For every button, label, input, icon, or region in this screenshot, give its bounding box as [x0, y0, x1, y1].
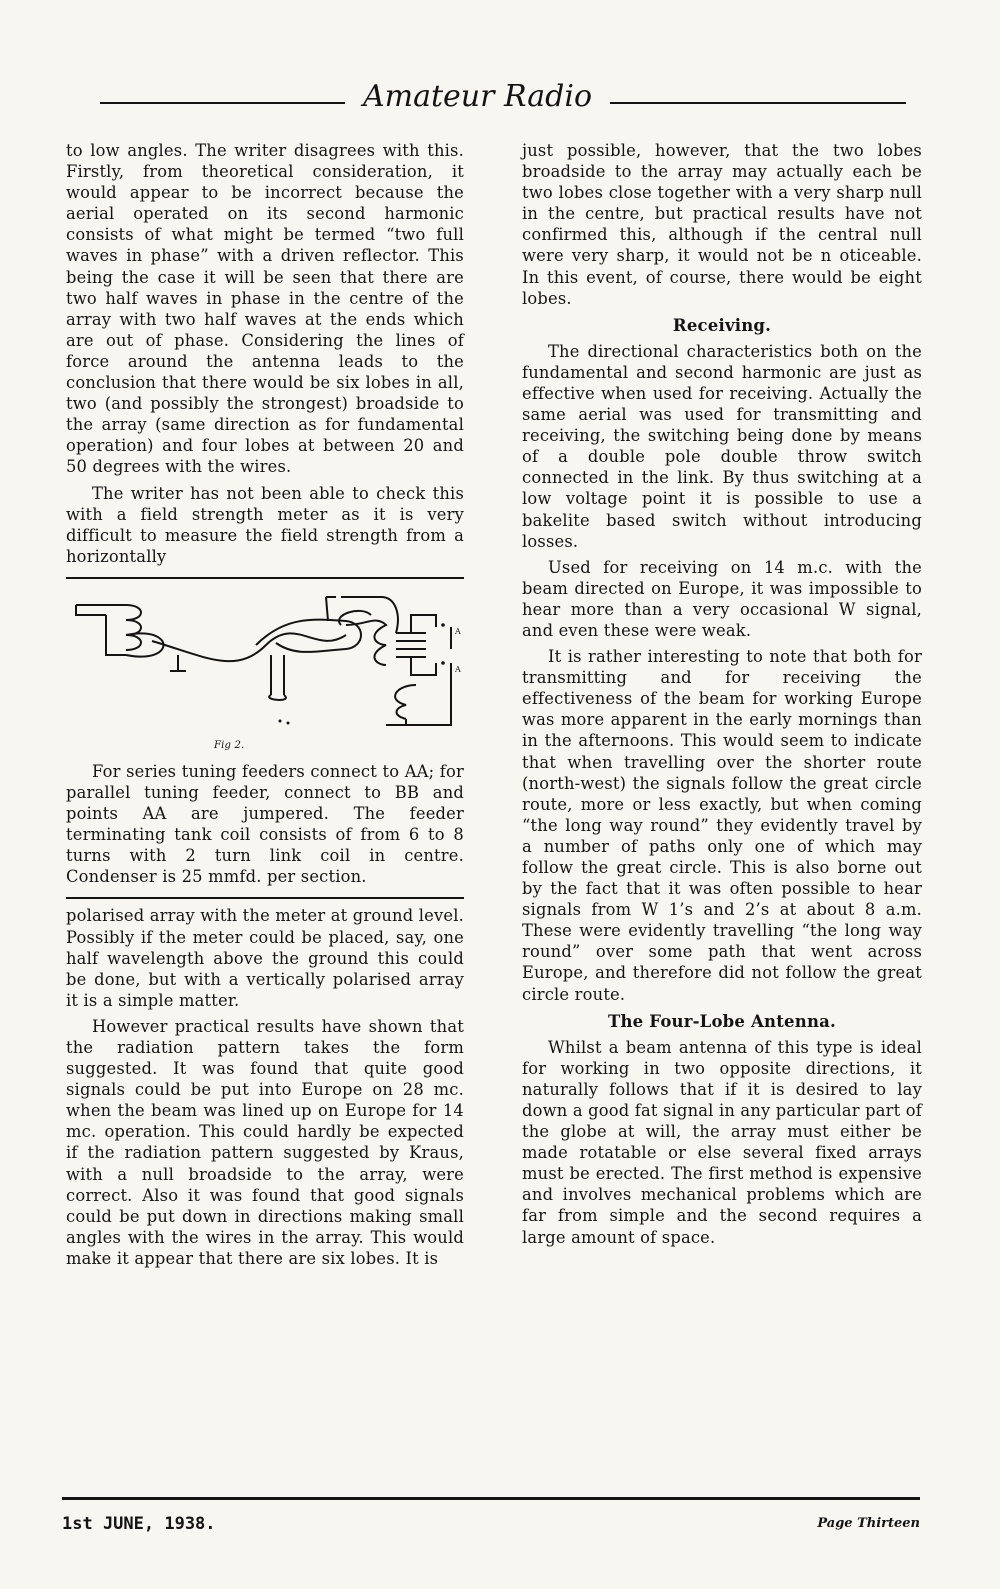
figure-bottom-rule — [66, 897, 464, 899]
heading-four-lobe-antenna: The Four-Lobe Antenna. — [607, 1011, 836, 1031]
figure-caption-block — [66, 761, 464, 888]
masthead — [100, 78, 906, 118]
right-paragraph-3: Used for receiving on 14 m.c. with the beam directed on Europe, it was impossible to hear more than a very occasional W signal, and even these were weak. — [522, 557, 922, 640]
left-paragraph-2: The writer has not been able to check this with a field strength meter as it is very difficult to measure the field strength from a horizontally — [66, 483, 464, 566]
masthead-rule-left — [100, 102, 345, 104]
right-paragraph-2: The directional characteristics both on the fundamental and second harmonic are just as effective when used for receiving. Actually the same aerial was used for transmitting and receiving, the switching being done by means of a double pole double throw switch connected in the link. By thus switching at a low voltage point it is possible to use a bakelite based switch without introducing losses. — [522, 341, 922, 551]
masthead-title: Amateur Radio — [362, 79, 593, 114]
circuit-diagram — [66, 585, 464, 753]
figure-top-rule — [66, 577, 464, 579]
heading-receiving: Receiving. — [672, 315, 772, 335]
right-paragraph-4: It is rather interesting to note that both for transmitting and for receiving the effectiveness of the beam for working Europe was more apparent in the early mornings than in the afternoons. This would seem to indicate that when travelling over the shorter route (north-west) the signals follow the great circle route, more or less exactly, but when coming “the long way round” they evidently travel by a number of paths only one of which may follow the great circle. This is also borne out by the fact that it was often possible to hear signals from W 1’s and 2’s at about 8 a.m. These were evidently travelling “the long way round” over some path that went across Europe, and therefore did not follow the great circle route. — [522, 647, 922, 1004]
right-paragraph-5: Whilst a beam antenna of this type is ideal for working in two opposite directions, it naturally follows that if it is desired to lay down a good fat signal in any particular part of the globe at will, the array must either be made rotatable or else several fixed arrays must be erected. The first method is expensive and involves mechanical problems which are far from simple and the second requires a large amount of space. — [522, 1037, 922, 1247]
figure-point-a-bottom: A — [455, 664, 461, 674]
left-paragraph-3: polarised array with the meter at ground level. Possibly if the meter could be placed, say, one half wavelength above the ground this could be done, but with a vertically polarised array it is a simple matter. — [66, 906, 464, 1010]
footer-rule — [62, 1497, 920, 1500]
footer-page-number: Page Thirteen — [817, 1516, 920, 1531]
footer-date: 1st JUNE, 1938. — [62, 1514, 216, 1534]
circuit-figure — [66, 585, 464, 753]
figure-point-a-top: A — [455, 626, 461, 636]
figure-caption: For series tuning feeders connect to AA; for parallel tuning feeder, connect to BB and points AA are jumpered. The feeder terminating tank coil consists of from 6 to 8 turns with 2 turn link coil in centre. Condenser is 25 mmfd. per section. — [66, 761, 464, 887]
figure-label: Fig 2. — [214, 739, 245, 751]
left-paragraph-4: However practical results have shown that the radiation pattern takes the form suggested. It was found that quite good signals could be put into Europe on 28 mc. when the beam was lined up on Europe for 14 mc. operation. This could hardly be expected if the radiation pattern suggested by Kraus, with a null broadside to the array, were correct. Also it was found that good signals could be put down in directions making small angles with the wires in the array. This would make it appear that there are six lobes. It is — [66, 1016, 464, 1268]
masthead-rule-right — [610, 102, 906, 104]
left-column — [66, 140, 464, 1274]
left-paragraph-1: to low angles. The writer disagrees with this. Firstly, from theoretical consideration, it would appear to be incorrect because the aerial operated on its second harmonic consists of what might be termed “two full waves in phase” with a driven reflector. This being the case it will be seen that there are two half waves in phase in the centre of the array with two half waves at the ends which are out of phase. Considering the lines of force around the antenna leads to the conclusion that there would be six lobes in all, two (and possibly the strongest) broadside to the array (same direction as for fundamental operation) and four lobes at between 20 and 50 degrees with the wires. — [66, 141, 464, 477]
right-column — [522, 140, 922, 1253]
right-paragraph-1: just possible, however, that the two lobes broadside to the array may actually each be two lobes close together with a very sharp null in the centre, but practical results have not confirmed this, although if the central null were very sharp, it would not be n oticeable. In this event, of course, there would be eight lobes. — [522, 141, 922, 308]
